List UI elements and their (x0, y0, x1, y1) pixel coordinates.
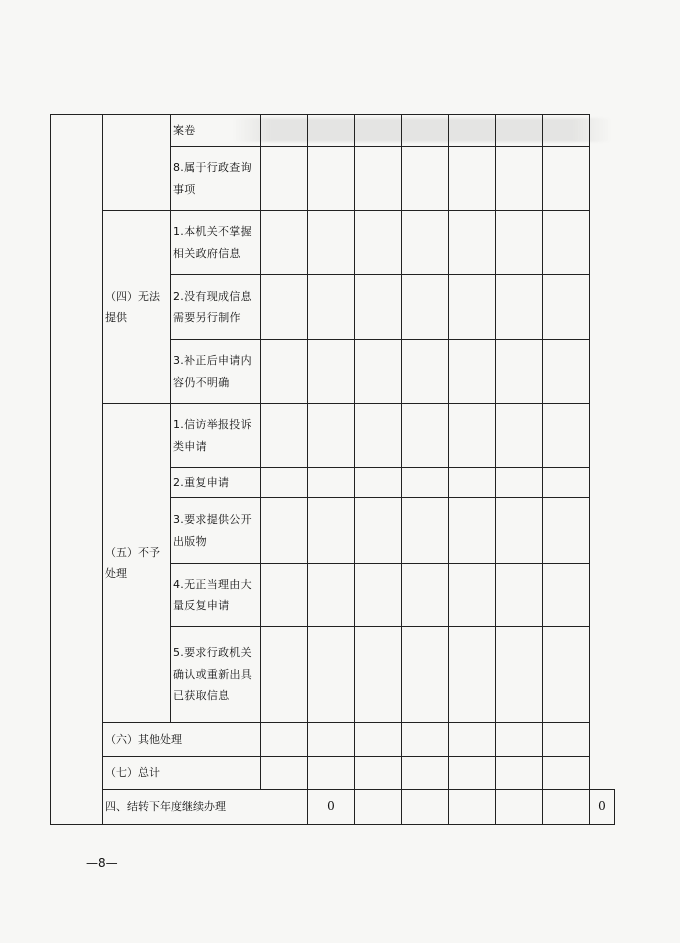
value-cell (355, 404, 402, 468)
item-cell: 2.重复申请 (171, 468, 261, 498)
table-row (51, 757, 615, 790)
value-cell (449, 564, 496, 627)
table-row (51, 115, 615, 147)
value-cell (355, 498, 402, 564)
value-cell (543, 498, 590, 564)
table-row (51, 723, 615, 757)
other-processing-cell: （六）其他处理 (103, 723, 261, 757)
value-cell (261, 627, 308, 723)
value-cell (308, 147, 355, 211)
value-cell (543, 757, 590, 790)
value-cell (355, 115, 402, 147)
item-cell: 5.要求行政机关确认或重新出具已获取信息 (171, 627, 261, 723)
value-cell (402, 211, 449, 275)
page-number: —8— (86, 856, 118, 870)
category-cell-4: （四）无法提供 (103, 211, 171, 404)
statistics-table (50, 114, 615, 825)
outer-category-cell (51, 115, 103, 825)
value-cell (261, 468, 308, 498)
item-cell: 1.本机关不掌握相关政府信息 (171, 211, 261, 275)
value-cell (449, 275, 496, 340)
value-cell (355, 340, 402, 404)
value-cell (308, 340, 355, 404)
value-cell (496, 468, 543, 498)
table-row (51, 790, 615, 825)
value-cell (543, 211, 590, 275)
value-cell (355, 627, 402, 723)
value-cell (355, 275, 402, 340)
category-cell (103, 115, 171, 211)
item-cell: 3.要求提供公开出版物 (171, 498, 261, 564)
value-cell (261, 211, 308, 275)
carryover-cell: 四、结转下年度继续办理 (103, 790, 308, 825)
value-cell (308, 115, 355, 147)
value-cell (402, 115, 449, 147)
value-cell (543, 468, 590, 498)
value-cell (308, 275, 355, 340)
value-cell (543, 404, 590, 468)
value-cell (308, 564, 355, 627)
value-cell (355, 757, 402, 790)
value-cell (496, 115, 543, 147)
value-cell (496, 211, 543, 275)
value-cell (308, 627, 355, 723)
value-cell (496, 498, 543, 564)
value-cell (496, 757, 543, 790)
item-cell: 4.无正当理由大量反复申请 (171, 564, 261, 627)
value-cell (449, 211, 496, 275)
value-cell (261, 340, 308, 404)
value-cell (543, 564, 590, 627)
value-cell: 0 (590, 790, 615, 825)
table-row (51, 404, 615, 468)
item-cell: 3.补正后申请内容仍不明确 (171, 340, 261, 404)
value-cell (449, 115, 496, 147)
value-cell (496, 564, 543, 627)
value-cell (402, 627, 449, 723)
item-cell: 2.没有现成信息需要另行制作 (171, 275, 261, 340)
value-cell (402, 340, 449, 404)
value-cell (543, 275, 590, 340)
value-cell (402, 275, 449, 340)
value-cell (402, 404, 449, 468)
value-cell (449, 757, 496, 790)
value-cell (355, 468, 402, 498)
value-cell (261, 147, 308, 211)
value-cell (543, 627, 590, 723)
value-cell (308, 468, 355, 498)
value-cell (261, 757, 308, 790)
value-cell (355, 790, 402, 825)
value-cell (261, 275, 308, 340)
value-cell (355, 147, 402, 211)
value-cell (261, 564, 308, 627)
value-cell (308, 723, 355, 757)
value-cell (261, 723, 308, 757)
value-cell (449, 627, 496, 723)
value-cell (308, 498, 355, 564)
value-cell (402, 468, 449, 498)
value-cell (355, 564, 402, 627)
value-cell (543, 723, 590, 757)
value-cell (449, 468, 496, 498)
value-cell (402, 564, 449, 627)
value-cell (449, 498, 496, 564)
value-cell (308, 404, 355, 468)
value-cell (261, 404, 308, 468)
value-cell (449, 404, 496, 468)
value-cell (449, 147, 496, 211)
value-cell (496, 404, 543, 468)
value-cell (402, 790, 449, 825)
value-cell: 0 (308, 790, 355, 825)
value-cell (308, 757, 355, 790)
total-cell: （七）总计 (103, 757, 261, 790)
value-cell (449, 790, 496, 825)
value-cell (543, 340, 590, 404)
value-cell (402, 723, 449, 757)
value-cell (543, 147, 590, 211)
value-cell (308, 211, 355, 275)
value-cell (402, 498, 449, 564)
value-cell (261, 115, 308, 147)
value-cell (496, 723, 543, 757)
item-cell: 1.信访举报投诉类申请 (171, 404, 261, 468)
item-cell: 8.属于行政查询事项 (171, 147, 261, 211)
value-cell (449, 723, 496, 757)
value-cell (496, 275, 543, 340)
value-cell (543, 115, 590, 147)
value-cell (402, 147, 449, 211)
item-cell: 案卷 (171, 115, 261, 147)
value-cell (449, 340, 496, 404)
value-cell (496, 340, 543, 404)
value-cell (496, 790, 543, 825)
value-cell (543, 790, 590, 825)
value-cell (496, 147, 543, 211)
table-row (51, 211, 615, 275)
value-cell (496, 627, 543, 723)
value-cell (261, 498, 308, 564)
category-cell-5: （五）不予处理 (103, 404, 171, 723)
value-cell (402, 757, 449, 790)
value-cell (355, 723, 402, 757)
value-cell (355, 211, 402, 275)
